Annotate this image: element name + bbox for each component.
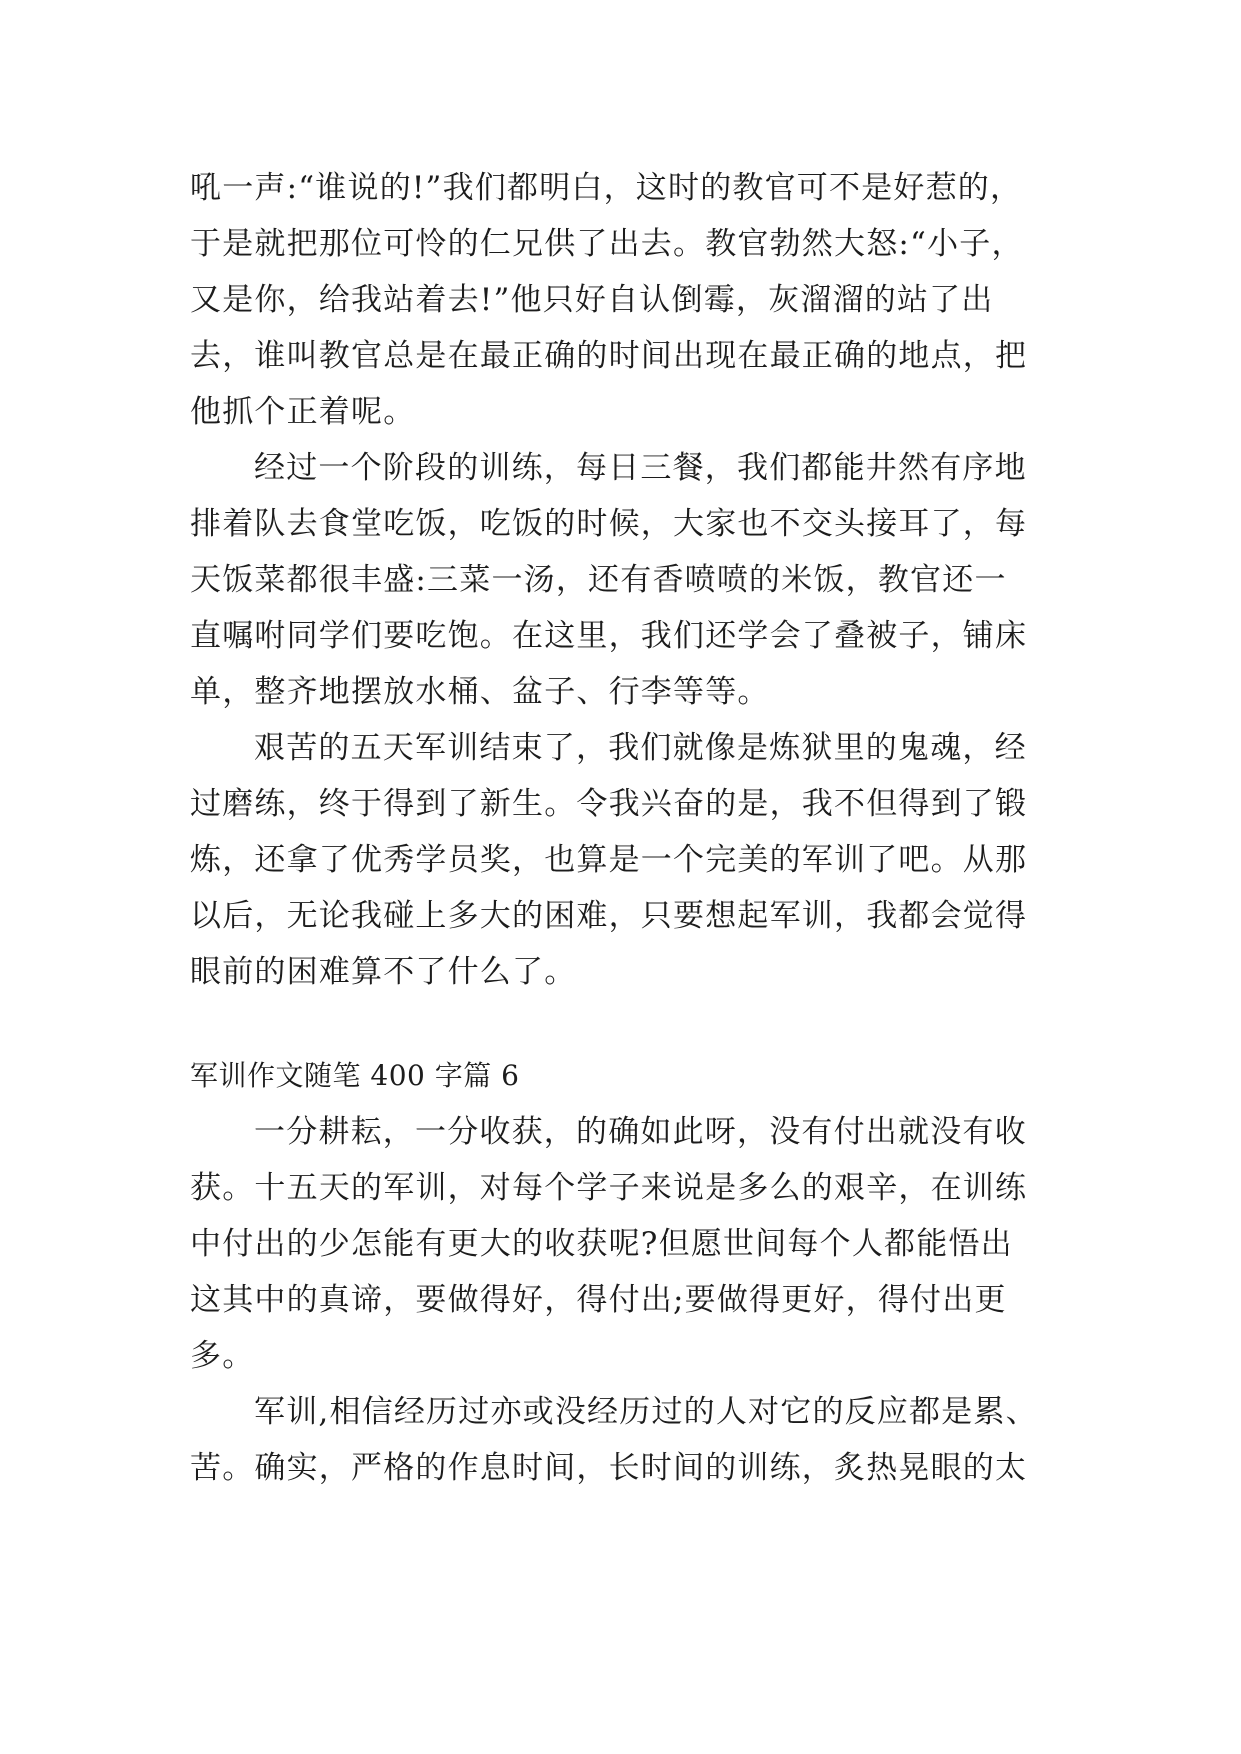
paragraph-line: 艰苦的五天军训结束了，我们就像是炼狱里的鬼魂，经 (254, 730, 1027, 766)
paragraph-line: 炼，还拿了优秀学员奖，也算是一个完美的军训了吧。从那 (190, 842, 1028, 878)
paragraph-line: 过磨练，终于得到了新生。令我兴奋的是，我不但得到了锻 (190, 786, 1028, 822)
paragraph-line: 苦。确实，严格的作息时间，长时间的训练，炙热晃眼的太 (190, 1450, 1028, 1486)
paragraph-line: 又是你，给我站着去!”他只好自认倒霉，灰溜溜的站了出 (190, 282, 994, 318)
paragraph-line: 于是就把那位可怜的仁兄供了出去。教官勃然大怒:“小子， (190, 226, 1024, 262)
paragraph-line: 以后，无论我碰上多大的困难，只要想起军训，我都会觉得 (190, 898, 1028, 934)
paragraph-line: 眼前的困难算不了什么了。 (190, 954, 577, 990)
paragraph-line: 天饭菜都很丰盛:三菜一汤，还有香喷喷的米饭，教官还一 (190, 562, 1007, 598)
paragraph-line: 多。 (190, 1338, 255, 1374)
paragraph-line: 这其中的真谛，要做得好，得付出;要做得更好，得付出更 (190, 1282, 1007, 1318)
section-heading: 军训作文随笔 400 字篇 6 (190, 1059, 520, 1092)
paragraph-line: 获。十五天的军训，对每个学子来说是多么的艰辛，在训练 (190, 1170, 1028, 1206)
paragraph-line: 去，谁叫教官总是在最正确的时间出现在最正确的地点，把 (190, 338, 1028, 374)
paragraph-line: 军训,相信经历过亦或没经历过的人对它的反应都是累、 (254, 1394, 1038, 1430)
paragraph-line: 吼一声:“谁说的!”我们都明白，这时的教官可不是好惹的， (190, 170, 1023, 206)
paragraph-line: 中付出的少怎能有更大的收获呢?但愿世间每个人都能悟出 (190, 1226, 1013, 1262)
paragraph-line: 单，整齐地摆放水桶、盆子、行李等等。 (190, 674, 770, 710)
paragraph-line: 排着队去食堂吃饭，吃饭的时候，大家也不交头接耳了，每 (190, 506, 1028, 542)
paragraph-line: 经过一个阶段的训练，每日三餐，我们都能井然有序地 (254, 450, 1027, 486)
paragraph-line: 他抓个正着呢。 (190, 394, 416, 430)
paragraph-line: 一分耕耘，一分收获，的确如此呀，没有付出就没有收 (254, 1114, 1027, 1150)
paragraph-line: 直嘱咐同学们要吃饱。在这里，我们还学会了叠被子，铺床 (190, 618, 1028, 654)
